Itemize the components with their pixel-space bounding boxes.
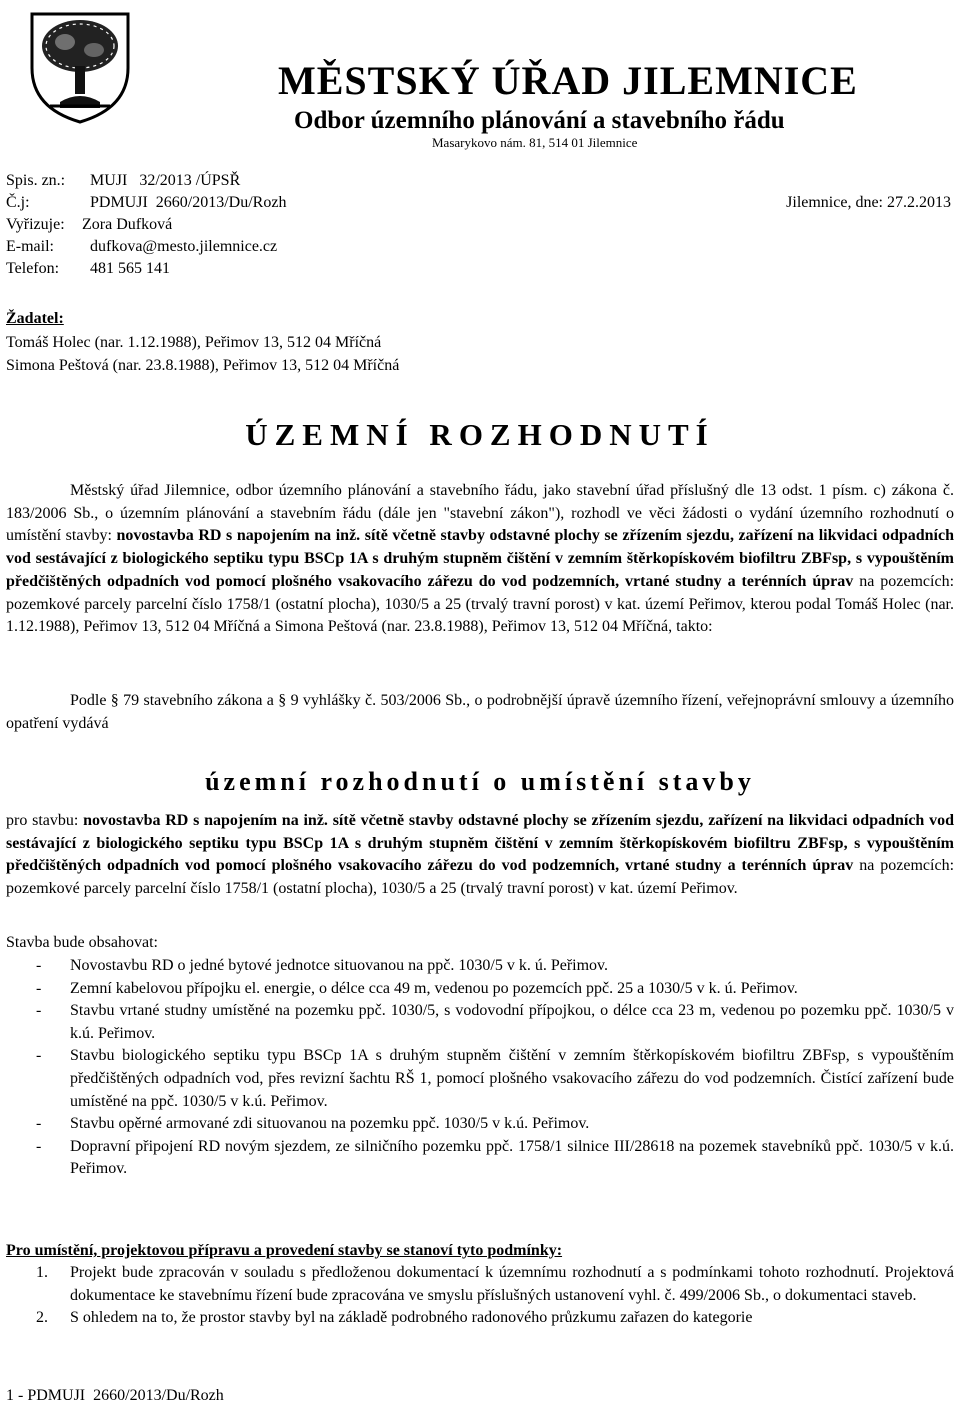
vyrizuje-label: Vyřizuje: <box>6 216 65 233</box>
spis-row <box>6 170 240 192</box>
list-item: - Stavbu biologického septiku typu BSCp 1A s druhým stupněm čištění v zemním štěrkopískovém biofiltru ZBFsp, s vypouštěním předčištěných odpadních vod, přes revizní šachtu RŠ 1, pomocí plošného vsakovacího zářezu do vod podzemních. Čistící zařízení bude umístěné na ppč. 1030/5 v k.ú. Peřimov. <box>36 1047 954 1110</box>
paragraph-1-text-b: na pozemcích: pozemkové parcely parcelní číslo 1758/1 (ostatní plocha), 1030/5 a 25 (trvalý travní porost) v kat. území Peřimov, kterou podal Tomáš Holec (nar. 1.12.1988), Peřimov 13, 512 04 Mříčná a Simona Peštová (nar. 23.8.1988), Peřimov 13, 512 04 Mříčná, takto: <box>6 572 955 636</box>
paragraph-3-text-a: pro stavbu: <box>6 812 84 829</box>
email-value: dufkova@mesto.jilemnice.cz <box>90 238 278 255</box>
decision-paragraph-2 <box>6 690 954 735</box>
office-address: Masarykovo nám. 81, 514 01 Jilemnice <box>432 135 638 150</box>
email-label: E-mail: <box>6 238 54 255</box>
list-item: - Stavbu opěrné armované zdi situovanou na pozemku ppč. 1030/5 v k.ú. Peřimov. <box>36 1115 590 1133</box>
contents-label: Stavba bude obsahovat: <box>6 934 158 951</box>
cj-row <box>6 192 286 214</box>
decision-paragraph-3 <box>6 810 954 901</box>
cj-value: PDMUJI 2660/2013/Du/Rozh <box>90 194 287 211</box>
applicant-line-1: Tomáš Holec (nar. 1.12.1988), Peřimov 13, 512 04 Mříčná <box>6 334 382 351</box>
vyrizuje-row <box>6 214 172 236</box>
office-subtitle: Odbor územního plánování a stavebního řádu <box>294 107 785 134</box>
telefon-row <box>6 258 170 280</box>
contents-list <box>6 955 954 1181</box>
spis-label: Spis. zn.: <box>6 172 66 189</box>
decision-paragraph-1 <box>6 480 954 639</box>
applicant-line-2: Simona Peštová (nar. 23.8.1988), Peřimov 13, 512 04 Mříčná <box>6 357 400 374</box>
crest-tree-icon <box>20 6 140 126</box>
list-item: - Dopravní připojení RD novým sjezdem, ze silničního pozemku ppč. 1758/1 silnice III/28618 na pozemek stavebníků ppč. 1030/5 v k.ú. Peřimov. <box>36 1137 954 1178</box>
paragraph-3-bold: novostavba RD s napojením na inž. sítě včetně stavby odstavné plochy se zřízením sjezdu, zařízení na likvidaci odpadních vod sestávající z biologického septiku typu BSCp 1A s druhým stupněm čištění v zemním štěrkopískovém biofiltru ZBFsp, s vypouštěním předčištěných odpadních vod pomocí plošného vsakovacího zářezu do vod podzemních, vrtané studny a terénních úprav <box>6 812 955 875</box>
list-item: 1. Projekt bude zpracován v souladu s předloženou dokumentací k územnímu rozhodnutí a s podmínkami tohoto rozhodnutí. Projektová dokumentace ke stavebnímu řízení bude zpracována ve smyslu příslušných ustanovení vyhl. č. 499/2006 Sb., o dokumentaci staveb. <box>36 1264 954 1304</box>
list-item: 2. S ohledem na to, že prostor stavby byl na základě podrobného radonového průzkumu zařazen do kategorie <box>36 1309 753 1327</box>
date: Jilemnice, dne: 27.2.2013 <box>786 194 951 211</box>
telefon-label: Telefon: <box>6 260 60 277</box>
office-title: MĚSTSKÝ ÚŘAD JILEMNICE <box>278 58 858 103</box>
telefon-value: 481 565 141 <box>90 260 170 277</box>
decision-subtitle: územní rozhodnutí o umístění stavby <box>205 767 755 796</box>
conditions-list <box>6 1262 954 1330</box>
paragraph-1-text-a: Městský úřad Jilemnice, odbor územního plánování a stavebního řádu, jako stavební úřad příslušný dle 13 odst. 1 písm. c) zákona č. 183/2006 Sb., o územním plánování a stavebním řádu (dále jen "stavební zákon"), rozhodl ve věci žádosti o vydání územního rozhodnutí o umístění stavby: <box>6 482 954 545</box>
decision-title: ÚZEMNÍ ROZHODNUTÍ <box>245 417 715 452</box>
list-item: - Zemní kabelovou přípojku el. energie, o délce cca 49 m, vedenou po pozemcích ppč. 25 a 1030/5 v k. ú. Peřimov. <box>36 979 798 997</box>
cj-label: Č.j: <box>6 194 30 211</box>
applicant-heading: Žadatel: <box>6 310 64 327</box>
paragraph-2-text: Podle § 79 stavebního zákona a § 9 vyhlášky č. 503/2006 Sb., o podrobnější úpravě územního řízení, veřejnoprávní smlouvy a územního opatření vydává <box>6 692 954 732</box>
list-item: - Stavbu vrtané studny umístěné na pozemku ppč. 1030/5, s vodovodní přípojkou, o délce cca 23 m, vedenou po pozemku ppč. 1030/5 v k.ú. Peřimov. <box>36 1002 954 1042</box>
spis-value: MUJI 32/2013 /ÚPSŘ <box>90 172 241 189</box>
paragraph-1-bold: novostavba RD s napojením na inž. sítě včetně stavby odstavné plochy se zřízením sjezdu, zařízení na likvidaci odpadních vod sestávající z biologického septiku typu BSCp 1A s druhým stupněm čištění v zemním štěrkopískovém biofiltru ZBFsp, s vypouštěním předčištěných odpadních vod pomocí plošného vsakovacího zářezu do vod podzemních, vrtané studny a terénních úprav <box>6 527 955 590</box>
paragraph-3-text-b: na pozemcích: pozemkové parcely parcelní číslo 1758/1 (ostatní plocha), 1030/5 a 25 (trvalý travní porost) v kat. území Peřimov. <box>6 857 955 898</box>
vyrizuje-value: Zora Dufková <box>82 216 173 233</box>
page-footer: 1 - PDMUJI 2660/2013/Du/Rozh <box>6 1387 224 1404</box>
email-row <box>6 236 277 258</box>
list-item: - Novostavbu RD o jedné bytové jednotce situovanou na ppč. 1030/5 v k. ú. Peřimov. <box>36 957 608 974</box>
conditions-heading: Pro umístění, projektovou přípravu a provedení stavby se stanoví tyto podmínky: <box>6 1242 563 1259</box>
